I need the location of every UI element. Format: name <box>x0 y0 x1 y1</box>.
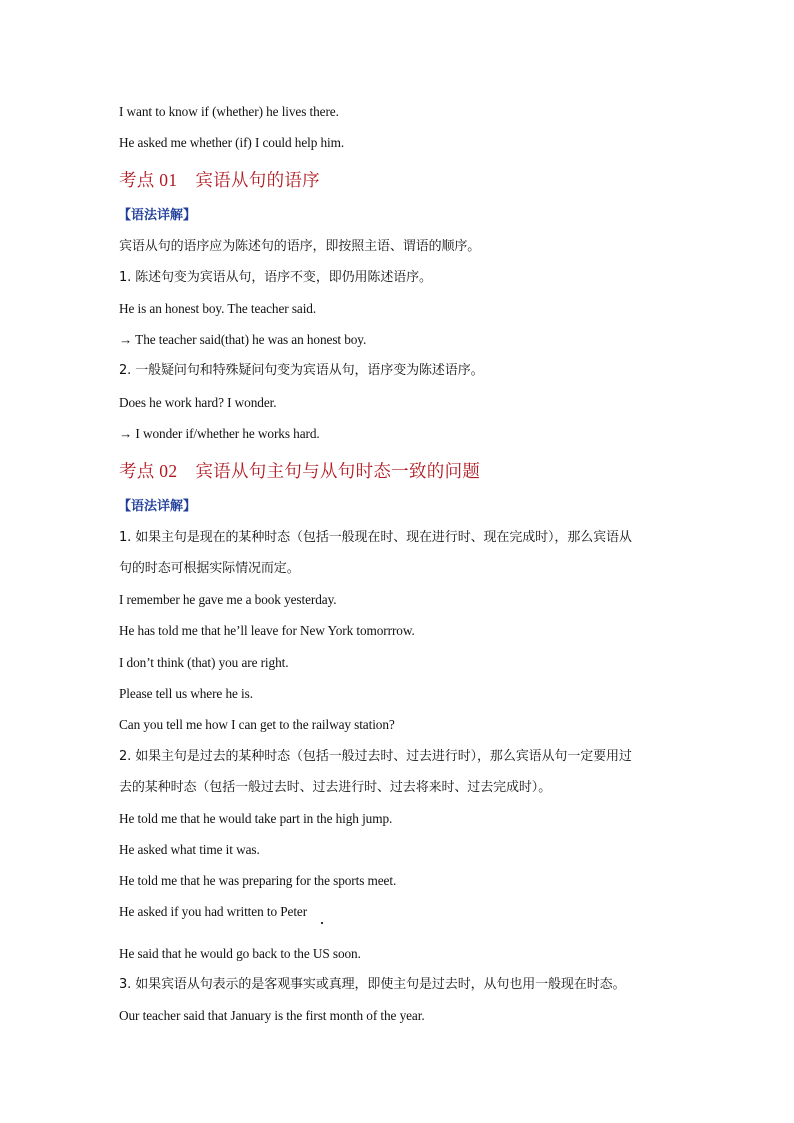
paragraph: 2. 一般疑问句和特殊疑问句变为宾语从句，语序变为陈述语序。 <box>119 363 484 378</box>
example-line: → I wonder if/whether he works hard. <box>119 426 320 441</box>
section-heading-02 <box>119 459 480 484</box>
paragraph: 句的时态可根据实际情况而定。 <box>119 561 300 576</box>
example-line: He asked if you had written to Peter <box>119 904 308 919</box>
example-line: Does he work hard? I wonder. <box>119 395 277 410</box>
paragraph: 去的某种时态（包括一般过去时、过去进行时、过去将来时、过去完成时）。 <box>119 780 552 795</box>
section-number: 考点 02 <box>119 461 178 481</box>
example-line: He asked me whether (if) I could help him. <box>119 135 345 150</box>
paragraph: 2. 如果主句是过去的某种时态（包括一般过去时、过去进行时），那么宾语从句一定要用过 <box>119 749 632 764</box>
paragraph: 3. 如果宾语从句表示的是客观事实或真理，即使主句是过去时，从句也用一般现在时态。 <box>119 977 626 992</box>
section-number: 考点 01 <box>119 170 178 190</box>
paragraph: 1. 陈述句变为宾语从句，语序不变，即仍用陈述语序。 <box>119 270 432 285</box>
example-line: I remember he gave me a book yesterday. <box>119 592 337 607</box>
grammar-detail-label: 【语法详解】 <box>118 499 197 514</box>
section-title: 宾语从句主句与从句时态一致的问题 <box>195 462 481 482</box>
example-line: He asked what time it was. <box>119 842 260 857</box>
grammar-detail-label: 【语法详解】 <box>118 208 197 223</box>
example-line: He has told me that he’ll leave for New York tomorrrow. <box>119 623 415 638</box>
example-line: He told me that he was preparing for the sports meet. <box>119 873 397 888</box>
section-heading-01 <box>119 168 320 193</box>
stray-dot <box>321 922 323 924</box>
example-line: He told me that he would take part in the high jump. <box>119 811 393 826</box>
example-line: I want to know if (whether) he lives there. <box>119 104 339 119</box>
example-line: Our teacher said that January is the first month of the year. <box>119 1008 425 1023</box>
paragraph: 1. 如果主句是现在的某种时态（包括一般现在时、现在进行时、现在完成时），那么宾语从 <box>119 530 632 545</box>
paragraph: 宾语从句的语序应为陈述句的语序，即按照主语、谓语的顺序。 <box>119 239 481 254</box>
example-line: Please tell us where he is. <box>119 686 253 701</box>
example-line: → The teacher said(that) he was an honest boy. <box>119 332 367 347</box>
example-line: He is an honest boy. The teacher said. <box>119 301 317 316</box>
example-line: He said that he would go back to the US soon. <box>119 946 361 961</box>
section-title: 宾语从句的语序 <box>195 171 320 191</box>
example-line: I don’t think (that) you are right. <box>119 655 289 670</box>
example-line: Can you tell me how I can get to the railway station? <box>119 717 395 732</box>
